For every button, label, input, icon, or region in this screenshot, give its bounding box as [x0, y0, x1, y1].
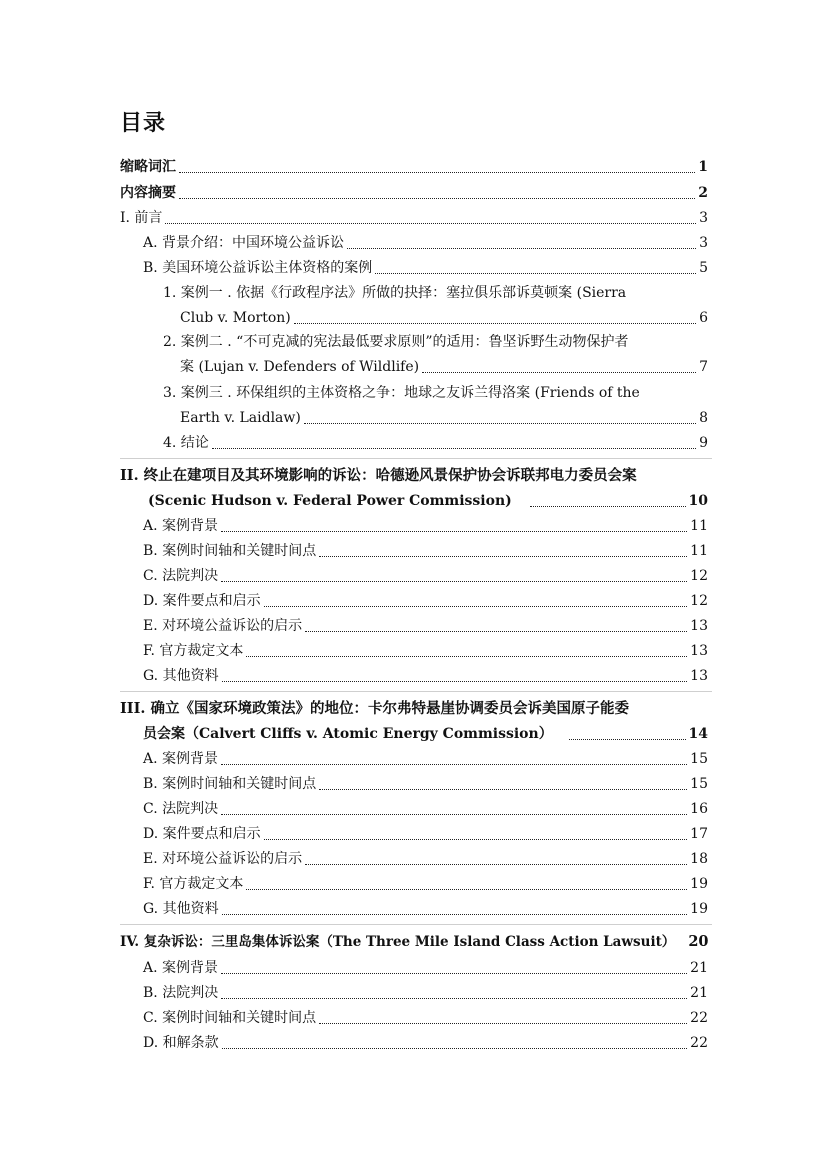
toc-entry-section-II-line1[interactable]: II. 终止在建项目及其环境影响的诉讼：哈德逊风景保护协会诉联邦电力委员会案 — [120, 467, 637, 484]
leader-dots — [222, 681, 688, 682]
toc-entry-case2[interactable] — [0, 355, 708, 379]
toc-entry-page: 18 — [690, 851, 708, 867]
toc-entry-page: 6 — [699, 310, 708, 326]
toc-entry-case3-line1[interactable]: 3. 案例三 . 环保组织的主体资格之争：地球之友诉兰得洛案 (Friends of the — [163, 385, 640, 401]
leader-dots — [246, 889, 687, 890]
toc-entry-label: I. 前言 — [120, 210, 163, 226]
toc-entry-page: 14 — [688, 726, 708, 742]
leader-dots — [221, 814, 687, 815]
toc-entry-page: 19 — [690, 901, 708, 917]
toc-entry-section-II[interactable] — [0, 489, 708, 513]
toc-entry-II-F[interactable] — [0, 639, 708, 663]
toc-entry-III-D[interactable] — [0, 822, 708, 846]
toc-entry-II-A[interactable] — [0, 514, 708, 538]
toc-entry-case1[interactable] — [0, 306, 708, 330]
leader-dots — [179, 198, 695, 199]
section-divider — [120, 458, 712, 459]
toc-title: 目录 — [120, 110, 167, 136]
leader-dots — [264, 839, 688, 840]
toc-entry-label: A. 案例背景 — [143, 518, 219, 534]
toc-entry-conclusion[interactable] — [0, 431, 708, 455]
toc-entry-page: 17 — [690, 826, 708, 842]
toc-entry-label: A. 案例背景 — [143, 751, 219, 767]
leader-dots — [569, 739, 686, 740]
toc-entry-page: 8 — [699, 410, 708, 426]
leader-dots — [222, 1048, 688, 1049]
toc-entry-preface[interactable] — [0, 206, 708, 230]
leader-dots — [264, 606, 688, 607]
toc-entry-page: 2 — [698, 185, 708, 201]
toc-entry-III-B[interactable] — [0, 772, 708, 796]
toc-entry-page: 9 — [699, 435, 708, 451]
toc-entry-label: A. 背景介绍：中国环境公益诉讼 — [143, 235, 345, 251]
toc-entry-label: 案 (Lujan v. Defenders of Wildlife) — [180, 359, 420, 375]
toc-entry-section-III[interactable] — [0, 722, 708, 746]
toc-entry-label: D. 案件要点和启示 — [143, 826, 261, 842]
toc-entry-label: F. 官方裁定文本 — [143, 876, 244, 892]
toc-entry-II-E[interactable] — [0, 614, 708, 638]
toc-entry-label: E. 对环境公益诉讼的启示 — [143, 618, 303, 634]
toc-entry-page: 21 — [690, 985, 708, 1001]
toc-entry-page: 13 — [690, 643, 708, 659]
toc-entry-page: 3 — [699, 235, 708, 251]
toc-entry-label: IV. 复杂诉讼：三里岛集体诉讼案（The Three Mile Island Class Action Lawsuit） — [120, 934, 676, 950]
leader-dots — [305, 631, 687, 632]
toc-entry-page: 22 — [690, 1010, 708, 1026]
toc-entry-page: 11 — [690, 518, 708, 534]
toc-entry-I-B[interactable] — [0, 256, 708, 280]
toc-entry-label: B. 案例时间轴和关键时间点 — [143, 776, 317, 792]
toc-entry-III-C[interactable] — [0, 797, 708, 821]
toc-entry-label: Earth v. Laidlaw) — [180, 410, 301, 426]
toc-entry-label: B. 案例时间轴和关键时间点 — [143, 543, 317, 559]
leader-dots — [294, 323, 696, 324]
leader-dots — [347, 248, 696, 249]
toc-entry-page: 1 — [698, 159, 708, 175]
toc-entry-case2-line1[interactable]: 2. 案例二 . “不可克减的宪法最低要求原则”的适用：鲁坚诉野生动物保护者 — [163, 334, 629, 350]
leader-dots — [165, 223, 696, 224]
toc-entry-label: Club v. Morton) — [180, 310, 291, 326]
toc-entry-IV-D[interactable] — [0, 1031, 708, 1055]
toc-entry-summary[interactable] — [0, 181, 708, 205]
leader-dots — [221, 973, 687, 974]
toc-entry-label: G. 其他资料 — [143, 901, 219, 917]
toc-entry-II-B[interactable] — [0, 539, 708, 563]
leader-dots — [222, 914, 688, 915]
leader-dots — [319, 556, 687, 557]
section-divider — [120, 691, 712, 692]
toc-entry-label: C. 案例时间轴和关键时间点 — [143, 1010, 317, 1026]
toc-entry-glossary[interactable] — [0, 155, 708, 179]
leader-dots — [212, 448, 696, 449]
section-divider — [120, 924, 712, 925]
toc-entry-section-III-line1[interactable]: III. 确立《国家环境政策法》的地位：卡尔弗特悬崖协调委员会诉美国原子能委 — [120, 700, 629, 717]
toc-entry-label: D. 和解条款 — [143, 1035, 219, 1051]
leader-dots — [246, 656, 687, 657]
toc-entry-label: C. 法院判决 — [143, 568, 219, 584]
leader-dots — [319, 789, 687, 790]
toc-entry-IV-A[interactable] — [0, 956, 708, 980]
toc-entry-page: 13 — [690, 618, 708, 634]
toc-entry-label: D. 案件要点和启示 — [143, 593, 261, 609]
toc-entry-page: 10 — [688, 493, 708, 509]
toc-entry-label: 缩略词汇 — [120, 159, 176, 175]
toc-entry-IV-C[interactable] — [0, 1006, 708, 1030]
leader-dots — [221, 531, 687, 532]
toc-entry-III-A[interactable] — [0, 747, 708, 771]
toc-entry-page: 11 — [690, 543, 708, 559]
toc-entry-page: 15 — [690, 776, 708, 792]
toc-entry-page: 12 — [690, 568, 708, 584]
leader-dots — [319, 1023, 687, 1024]
toc-entry-page: 21 — [690, 960, 708, 976]
toc-entry-label: C. 法院判决 — [143, 801, 219, 817]
leader-dots — [221, 764, 687, 765]
toc-entry-label: (Scenic Hudson v. Federal Power Commission) — [148, 493, 512, 509]
toc-entry-page: 15 — [690, 751, 708, 767]
toc-entry-page: 16 — [690, 801, 708, 817]
toc-entry-III-G[interactable] — [0, 897, 708, 921]
toc-entry-case1-line1[interactable]: 1. 案例一 . 依据《行政程序法》所做的抉择：塞拉俱乐部诉莫顿案 (Sierra — [163, 285, 627, 301]
toc-entry-case3[interactable] — [0, 406, 708, 430]
toc-entry-label: B. 法院判决 — [143, 985, 219, 1001]
toc-entry-label: 内容摘要 — [120, 185, 176, 201]
leader-dots — [221, 581, 687, 582]
toc-entry-label: E. 对环境公益诉讼的启示 — [143, 851, 303, 867]
toc-entry-page: 12 — [690, 593, 708, 609]
toc-entry-page: 5 — [699, 260, 708, 276]
toc-entry-label: B. 美国环境公益诉讼主体资格的案例 — [143, 260, 373, 276]
toc-entry-III-E[interactable] — [0, 847, 708, 871]
toc-entry-II-C[interactable] — [0, 564, 708, 588]
toc-entry-label: 4. 结论 — [163, 435, 209, 451]
toc-entry-I-A[interactable] — [0, 231, 708, 255]
leader-dots — [530, 506, 686, 507]
toc-entry-IV-B[interactable] — [0, 981, 708, 1005]
toc-entry-page: 20 — [688, 933, 709, 950]
toc-entry-II-D[interactable] — [0, 589, 708, 613]
leader-dots — [422, 372, 696, 373]
leader-dots — [179, 172, 695, 173]
leader-dots — [305, 864, 687, 865]
toc-entry-page: 22 — [690, 1035, 708, 1051]
leader-dots — [304, 423, 696, 424]
toc-entry-page: 19 — [690, 876, 708, 892]
toc-entry-III-F[interactable] — [0, 872, 708, 896]
toc-entry-label: F. 官方裁定文本 — [143, 643, 244, 659]
toc-entry-page: 7 — [699, 359, 708, 375]
toc-entry-page: 3 — [699, 210, 708, 226]
toc-entry-label: A. 案例背景 — [143, 960, 219, 976]
toc-entry-page: 13 — [690, 668, 708, 684]
toc-entry-section-IV[interactable] — [0, 930, 708, 954]
leader-dots — [221, 998, 687, 999]
toc-entry-II-G[interactable] — [0, 664, 708, 688]
toc-entry-label: 员会案（Calvert Cliffs v. Atomic Energy Commission） — [143, 726, 553, 742]
leader-dots — [375, 273, 696, 274]
toc-entry-label: G. 其他资料 — [143, 668, 219, 684]
